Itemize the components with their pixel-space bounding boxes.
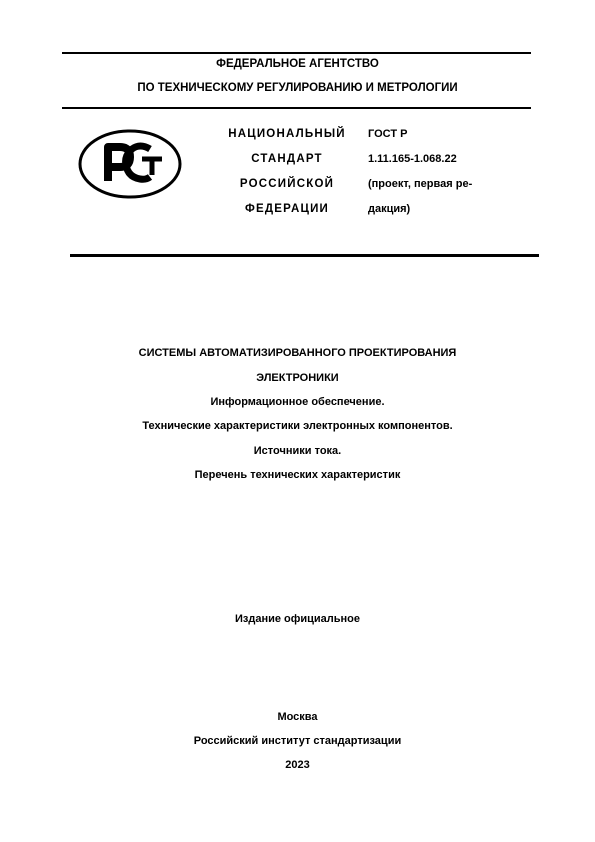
gost-number: 1.11.165-1.068.22 — [368, 153, 457, 165]
title-line-2: ЭЛЕКТРОНИКИ — [256, 372, 339, 384]
rst-logo — [78, 129, 182, 199]
title-line-1: СИСТЕМЫ АВТОМАТИЗИРОВАННОГО ПРОЕКТИРОВАНИЯ — [138, 347, 457, 359]
agency-line-2: ПО ТЕХНИЧЕСКОМУ РЕГУЛИРОВАНИЮ И МЕТРОЛОГИИ — [137, 82, 458, 94]
gost-label: ГОСТ Р — [368, 128, 408, 140]
standard-block-bottom-rule — [70, 254, 539, 257]
standard-type-line-2: СТАНДАРТ — [251, 153, 323, 165]
standard-type-line-1: НАЦИОНАЛЬНЫЙ — [228, 128, 346, 140]
title-line-5: Источники тока. — [253, 445, 342, 457]
rst-logo-icon — [78, 129, 182, 199]
title-line-3: Информационное обеспечение. — [210, 396, 385, 408]
standard-type-line-3: РОССИЙСКОЙ — [239, 178, 335, 190]
agency-line-1: ФЕДЕРАЛЬНОЕ АГЕНТСТВО — [216, 58, 379, 70]
footer-city: Москва — [277, 711, 318, 723]
standard-type-line-4: ФЕДЕРАЦИИ — [244, 203, 330, 215]
title-line-4: Технические характеристики электронных компонентов. — [142, 420, 453, 432]
footer-publisher: Российский институт стандартизации — [193, 735, 402, 747]
footer-year: 2023 — [285, 759, 310, 771]
draft-note-line-2: дакция) — [368, 203, 411, 215]
title-line-6: Перечень технических характеристик — [194, 469, 401, 481]
top-rule — [62, 52, 531, 54]
agency-bottom-rule — [62, 107, 531, 109]
draft-note-line-1: (проект, первая ре- — [368, 178, 473, 190]
edition-label: Издание официальное — [234, 613, 361, 625]
